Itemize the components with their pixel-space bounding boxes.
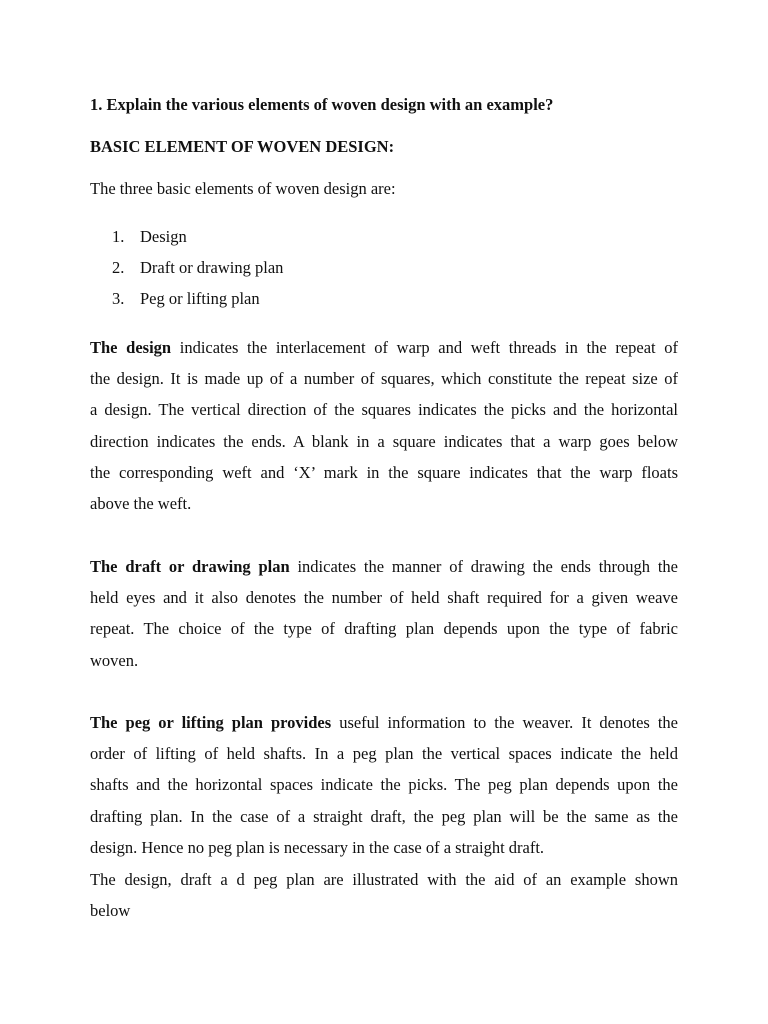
bold-term: The design (90, 338, 172, 357)
paragraph-line: held eyes and it also denotes the number of held shaft required for a given weave (90, 588, 678, 608)
intro-text: The three basic elements of woven design are: (90, 179, 396, 198)
paragraph-line (90, 551, 678, 582)
list-text: Peg or lifting plan (140, 289, 260, 308)
paragraph-line (90, 332, 678, 363)
list-item (90, 258, 283, 289)
paragraph-line: a design. The vertical direction of the squares indicates the picks and the horizontal (90, 400, 678, 420)
paragraph-line: the corresponding weft and ‘X’ mark in the square indicates that the warp floats (90, 462, 678, 482)
paragraph-line: order of lifting of held shafts. In a peg plan the vertical spaces indicate the held (90, 744, 678, 764)
paragraph-line: design. Hence no peg plan is necessary in the case of a straight draft. (90, 837, 545, 857)
list-number: 2. (112, 258, 125, 277)
paragraph-draft (90, 551, 678, 676)
paragraph-line: repeat. The choice of the type of drafting plan depends upon the type of fabric (90, 619, 678, 639)
paragraph-line: above the weft. (90, 493, 192, 513)
list-item (90, 289, 283, 320)
paragraph-line: woven. (90, 650, 139, 670)
list-text: Design (140, 227, 187, 246)
list-number: 3. (112, 289, 125, 308)
paragraph-line (90, 707, 678, 738)
list-item (90, 227, 283, 258)
bold-term: The draft or drawing plan (90, 557, 290, 576)
paragraph-design (90, 332, 678, 519)
question-title: 1. Explain the various elements of woven design with an example? (90, 95, 554, 114)
line-text: indicates the manner of drawing the ends through the (289, 557, 678, 576)
paragraph-peg-plan (90, 707, 678, 863)
list-number: 1. (112, 227, 125, 246)
paragraph-line: direction indicates the ends. A blank in a square indicates that a warp goes below (90, 431, 678, 451)
paragraph-line: the design. It is made up of a number of squares, which constitute the repeat size of (90, 369, 678, 389)
line-text: useful information to the weaver. It denotes the (331, 713, 678, 732)
line-text: indicates the interlacement of warp and weft threads in the repeat of (171, 338, 679, 357)
paragraph-line: shafts and the horizontal spaces indicate the picks. The peg plan depends upon the (90, 775, 678, 795)
section-heading: BASIC ELEMENT OF WOVEN DESIGN: (90, 137, 395, 156)
paragraph-line: The design, draft a d peg plan are illustrated with the aid of an example shown (90, 870, 678, 889)
paragraph-line: below (90, 901, 131, 921)
paragraph-example (90, 864, 678, 926)
bold-term: The peg or lifting plan provides (90, 713, 332, 732)
elements-list (90, 227, 283, 320)
list-text: Draft or drawing plan (140, 258, 284, 277)
paragraph-line: drafting plan. In the case of a straight draft, the peg plan will be the same as the (90, 806, 678, 826)
